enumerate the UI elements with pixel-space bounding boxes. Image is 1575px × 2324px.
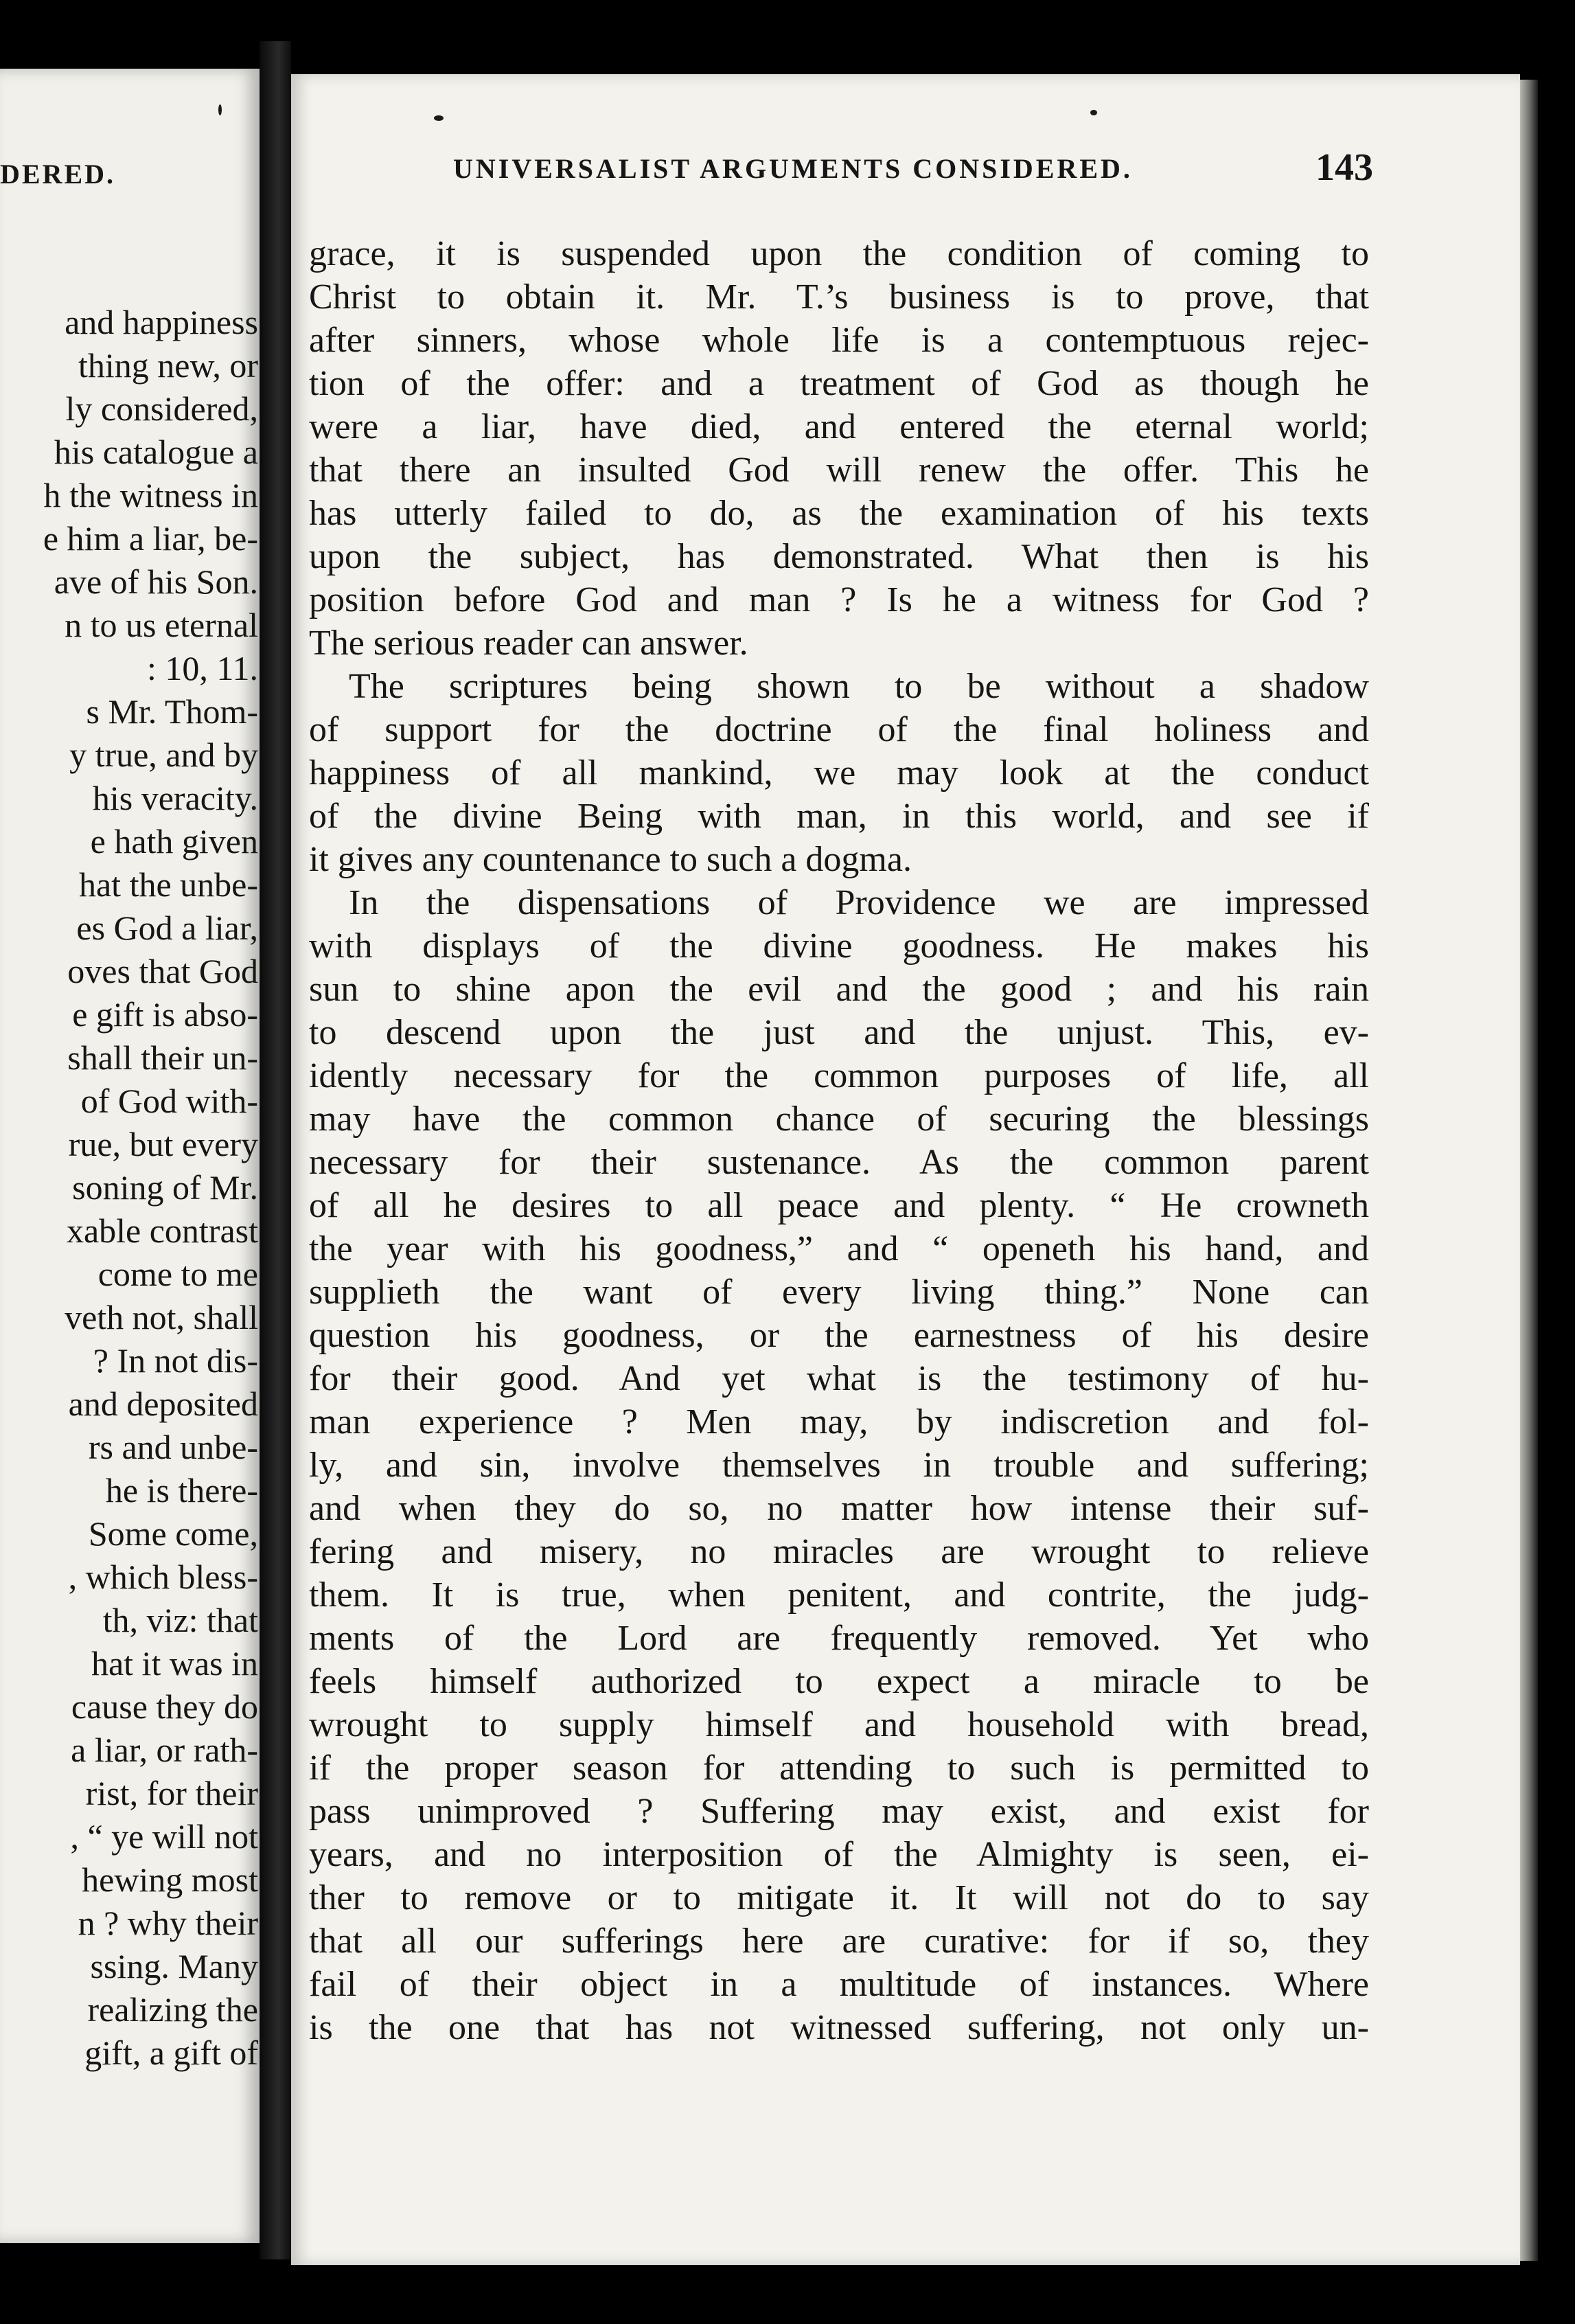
previous-page-line: es God a liar, <box>76 909 258 947</box>
previous-page-line: rue, but every <box>68 1125 258 1163</box>
previous-page-line: hat the unbe- <box>78 865 258 904</box>
text-line: supplieth the want of every living thing.” None can <box>309 1273 1369 1312</box>
previous-page-line: thing new, or <box>78 346 258 385</box>
previous-page-line: his catalogue a <box>54 433 258 471</box>
text-line: wrought to supply himself and household with bread, <box>309 1705 1369 1744</box>
previous-page-line: his veracity. <box>92 779 258 817</box>
previous-page-line: , “ ye will not <box>70 1817 258 1856</box>
previous-page-line: hewing most <box>82 1860 258 1899</box>
text-line: to descend upon the just and the unjust. This, ev- <box>309 1013 1369 1052</box>
text-line: and when they do so, no matter how intense their suf- <box>309 1489 1369 1528</box>
text-line: if the proper season for attending to such is permitted to <box>309 1748 1369 1788</box>
text-line: of the divine Being with man, in this world, and see if <box>309 797 1369 836</box>
book-gutter <box>260 41 291 2259</box>
previous-page-line: e him a liar, be- <box>43 519 258 558</box>
previous-page-fragment <box>0 69 260 2243</box>
text-line: Christ to obtain it. Mr. T.’s business is to prove, that <box>309 277 1369 317</box>
previous-page-line: hat it was in <box>91 1644 258 1683</box>
text-line: grace, it is suspended upon the condition of coming to <box>309 234 1369 273</box>
previous-page-line: of God with- <box>80 1082 258 1120</box>
previous-page-line: , which bless- <box>68 1558 258 1596</box>
text-line: ments of the Lord are frequently removed. Yet who <box>309 1619 1369 1658</box>
previous-page-line: n ? why their <box>78 1904 258 1942</box>
text-line: is the one that has not witnessed suffering, not only un- <box>309 2008 1369 2047</box>
text-line: of all he desires to all peace and plenty. “ He crowneth <box>309 1186 1369 1225</box>
paragraph <box>309 881 1369 2049</box>
previous-page-line: oves that God <box>67 952 258 990</box>
print-speck <box>434 115 444 121</box>
text-line: ther to remove or to mitigate it. It will not do to say <box>309 1878 1369 1917</box>
text-line: necessary for their sustenance. As the common parent <box>309 1143 1369 1182</box>
previous-page-line: rs and unbe- <box>88 1428 258 1466</box>
page-edge-shadow <box>1520 80 1538 2261</box>
text-line: question his goodness, or the earnestness of his desire <box>309 1316 1369 1355</box>
previous-page-running-head: DERED. <box>0 159 116 190</box>
text-line: the year with his goodness,” and “ openeth his hand, and <box>309 1229 1369 1268</box>
previous-page-line: th, viz: that <box>102 1601 258 1639</box>
previous-page-line: Some come, <box>88 1514 258 1553</box>
text-line: position before God and man ? Is he a witness for God ? <box>309 580 1369 619</box>
previous-page-line: rist, for their <box>85 1774 258 1812</box>
previous-page-line: n to us eternal <box>65 606 258 644</box>
previous-page-line: ssing. Many <box>90 1947 258 1985</box>
previous-page-line: and happiness <box>65 303 258 341</box>
text-line: of support for the doctrine of the final holiness and <box>309 710 1369 749</box>
text-line: has utterly failed to do, as the examination of his texts <box>309 494 1369 533</box>
text-line: fering and misery, no miracles are wrought to relieve <box>309 1532 1369 1571</box>
text-line: sun to shine apon the evil and the good ; and his rain <box>309 970 1369 1009</box>
text-line: The scriptures being shown to be without a shadow <box>349 667 1369 706</box>
text-line: after sinners, whose whole life is a contemptuous rejec- <box>309 321 1369 360</box>
page-number: 143 <box>1315 146 1373 189</box>
paragraph <box>309 232 1369 665</box>
previous-page-line: e gift is abso- <box>72 995 258 1034</box>
previous-page-line: soning of Mr. <box>72 1168 258 1207</box>
text-line: idently necessary for the common purposes of life, all <box>309 1056 1369 1095</box>
previous-page-line: e hath given <box>90 822 258 861</box>
previous-page-line: veth not, shall <box>65 1298 258 1336</box>
print-speck <box>218 104 222 115</box>
text-line: fail of their object in a multitude of instances. Where <box>309 1965 1369 2004</box>
previous-page-line: realizing the <box>87 1990 258 2029</box>
previous-page-line: come to me <box>97 1255 258 1293</box>
previous-page-line: xable contrast <box>66 1211 258 1250</box>
previous-page-line: ave of his Son. <box>54 562 258 601</box>
text-line: tion of the offer: and a treatment of God as though he <box>309 364 1369 403</box>
page-header <box>453 146 1373 201</box>
text-line: with displays of the divine goodness. He makes his <box>309 926 1369 966</box>
text-line: feels himself authorized to expect a miracle to be <box>309 1662 1369 1701</box>
previous-page-line: gift, a gift of <box>84 2034 258 2072</box>
previous-page-line: s Mr. Thom- <box>86 692 258 731</box>
print-speck <box>1090 110 1097 115</box>
running-head: UNIVERSALIST ARGUMENTS CONSIDERED. <box>453 153 1133 184</box>
previous-page-line: shall their un- <box>67 1038 258 1077</box>
previous-page-line: cause they do <box>71 1687 258 1726</box>
previous-page-line: ly considered, <box>65 389 258 428</box>
text-line: pass unimproved ? Suffering may exist, and exist for <box>309 1792 1369 1831</box>
text-line: upon the subject, has demonstrated. What then is his <box>309 537 1369 576</box>
text-line: In the dispensations of Providence we are impressed <box>349 883 1369 922</box>
previous-page-line: he is there- <box>105 1471 258 1510</box>
page-body-text <box>309 232 1369 2049</box>
previous-page-text <box>0 301 260 2075</box>
text-line: that all our sufferings here are curative: for if so, they <box>309 1922 1369 1961</box>
text-line: it gives any countenance to such a dogma. <box>309 840 912 879</box>
text-line: ly, and sin, involve themselves in trouble and suffering; <box>309 1446 1369 1485</box>
text-line: may have the common chance of securing the blessings <box>309 1100 1369 1139</box>
previous-page-line: ? In not dis- <box>93 1341 258 1380</box>
paragraph <box>309 665 1369 881</box>
previous-page-line: : 10, 11. <box>146 649 258 687</box>
text-line: them. It is true, when penitent, and contrite, the judg- <box>309 1575 1369 1615</box>
text-line: for their good. And yet what is the testimony of hu- <box>309 1359 1369 1398</box>
text-line: that there an insulted God will renew the offer. This he <box>309 451 1369 490</box>
previous-page-line: a liar, or rath- <box>71 1731 258 1769</box>
previous-page-line: and deposited <box>68 1385 258 1423</box>
previous-page-line: y true, and by <box>69 736 258 774</box>
text-line: were a liar, have died, and entered the eternal world; <box>309 407 1369 446</box>
previous-page-line: h the witness in <box>43 476 258 514</box>
text-line: man experience ? Men may, by indiscretion and fol- <box>309 1402 1369 1442</box>
text-line: The serious reader can answer. <box>309 624 748 663</box>
text-line: years, and no interposition of the Almighty is seen, ei- <box>309 1835 1369 1874</box>
text-line: happiness of all mankind, we may look at the conduct <box>309 753 1369 793</box>
